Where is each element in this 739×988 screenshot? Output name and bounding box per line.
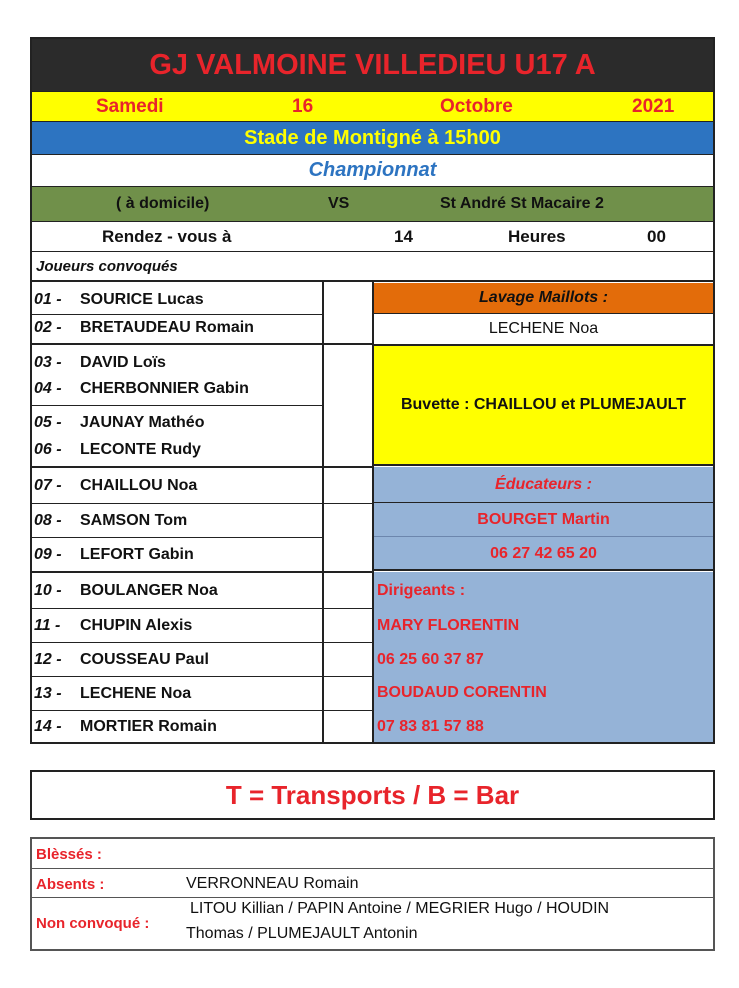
director-2-name: BOUDAUD CORENTIN <box>377 684 547 701</box>
player-row <box>34 436 322 464</box>
buvette-block <box>374 344 713 466</box>
day: Samedi <box>96 95 164 117</box>
player-number: 10 - <box>34 582 62 599</box>
coach-block <box>374 503 713 571</box>
row-divider <box>32 343 373 345</box>
team-title-text: GJ VALMOINE VILLEDIEU U17 A <box>149 48 596 81</box>
absent-value: VERRONNEAU Romain <box>186 875 359 892</box>
player-number: 07 - <box>34 477 62 494</box>
player-number: 06 - <box>34 441 62 458</box>
row-divider <box>32 642 373 643</box>
row-divider <box>32 571 373 573</box>
player-name: MORTIER Romain <box>80 718 217 735</box>
meeting-row <box>32 222 713 252</box>
player-row <box>34 577 322 605</box>
date-number: 16 <box>292 95 314 117</box>
director-1-phone: 06 25 60 37 87 <box>377 651 484 668</box>
jersey-wash-label: Lavage Maillots : <box>479 289 608 306</box>
player-number: 05 - <box>34 414 62 431</box>
vs-label: VS <box>328 195 350 212</box>
player-row <box>34 612 322 640</box>
player-row <box>34 286 322 314</box>
column-divider-1 <box>322 282 324 743</box>
year: 2021 <box>632 95 675 117</box>
directors-label: Dirigeants : <box>377 582 466 599</box>
player-row <box>34 507 322 535</box>
coach-phone: 06 27 42 65 20 <box>490 545 597 562</box>
player-name: SOURICE Lucas <box>80 291 204 308</box>
player-number: 09 - <box>34 546 62 563</box>
competition-row <box>32 155 713 187</box>
meeting-minutes: 00 <box>647 226 666 246</box>
player-name: COUSSEAU Paul <box>80 651 209 668</box>
meeting-label: Rendez - vous à <box>102 226 232 246</box>
jersey-wash-name-cell <box>374 314 713 343</box>
player-name: CHERBONNIER Gabin <box>80 380 249 397</box>
director-2-phone: 07 83 81 57 88 <box>377 718 484 735</box>
player-row <box>34 471 322 501</box>
player-number: 13 - <box>34 685 62 702</box>
meeting-hours-label: Heures <box>508 226 566 246</box>
injured-label: Blèssés : <box>36 846 102 863</box>
player-name: LECONTE Rudy <box>80 441 201 458</box>
coaches-header <box>374 467 713 503</box>
players-header-text: Joueurs convoqués <box>36 257 178 275</box>
player-row <box>34 349 322 377</box>
player-name: SAMSON Tom <box>80 512 188 529</box>
injured-row <box>32 839 713 869</box>
player-name: CHUPIN Alexis <box>80 617 193 634</box>
player-name: CHAILLOU Noa <box>80 477 198 494</box>
date-row <box>32 92 713 122</box>
players-header <box>32 252 713 282</box>
player-row <box>34 541 322 569</box>
opponent: St André St Macaire 2 <box>440 195 604 212</box>
player-name: LEFORT Gabin <box>80 546 194 563</box>
player-name: DAVID Loïs <box>80 354 166 371</box>
not-called-label: Non convoqué : <box>36 915 150 932</box>
row-divider <box>32 676 373 677</box>
row-divider <box>32 405 322 406</box>
player-number: 02 - <box>34 318 62 336</box>
team-title <box>32 39 713 92</box>
player-name: LECHENE Noa <box>80 685 192 702</box>
player-name: BRETAUDEAU Romain <box>80 318 254 336</box>
player-number: 01 - <box>34 291 62 308</box>
not-called-line-2: Thomas / PLUMEJAULT Antonin <box>186 925 418 942</box>
row-divider <box>32 608 373 609</box>
jersey-wash-name: LECHENE Noa <box>488 319 599 337</box>
coaches-label: Éducateurs : <box>495 475 592 493</box>
stadium-row <box>32 122 713 155</box>
coach-name: BOURGET Martin <box>477 511 610 528</box>
absent-label: Absents : <box>36 876 105 893</box>
stadium-text: Stade de Montigné à 15h00 <box>244 126 501 149</box>
match-row <box>32 187 713 222</box>
player-row <box>34 314 322 341</box>
directors-block <box>374 572 713 742</box>
row-divider <box>32 503 373 504</box>
player-name: JAUNAY Mathéo <box>80 414 205 431</box>
absent-row <box>32 869 713 898</box>
player-row <box>34 680 322 708</box>
player-name: BOULANGER Noa <box>80 582 218 599</box>
player-row <box>34 375 322 403</box>
legend-box <box>30 770 715 820</box>
buvette-text: Buvette : CHAILLOU et PLUMEJAULT <box>400 396 687 413</box>
player-number: 11 - <box>34 617 61 634</box>
player-row <box>34 409 322 437</box>
absences-table <box>30 837 715 951</box>
player-row <box>34 713 322 741</box>
jersey-wash-header <box>374 283 713 314</box>
row-divider <box>32 466 373 468</box>
player-number: 12 - <box>34 651 62 668</box>
player-number: 03 - <box>34 354 62 371</box>
home-away: ( à domicile) <box>116 195 210 212</box>
coach-divider <box>374 536 713 537</box>
player-number: 14 - <box>34 718 62 735</box>
month: Octobre <box>440 95 513 117</box>
not-called-row <box>32 898 713 950</box>
player-number: 04 - <box>34 380 62 397</box>
player-number: 08 - <box>34 512 62 529</box>
row-divider <box>32 710 373 711</box>
player-row <box>34 646 322 674</box>
director-1-name: MARY FLORENTIN <box>377 617 520 634</box>
competition-text: Championnat <box>308 159 437 181</box>
not-called-line-1: LITOU Killian / PAPIN Antoine / MEGRIER Hugo / HOUDIN <box>190 900 610 917</box>
meeting-hour: 14 <box>394 226 413 246</box>
row-divider <box>32 537 322 538</box>
legend-text: T = Transports / B = Bar <box>225 779 520 810</box>
